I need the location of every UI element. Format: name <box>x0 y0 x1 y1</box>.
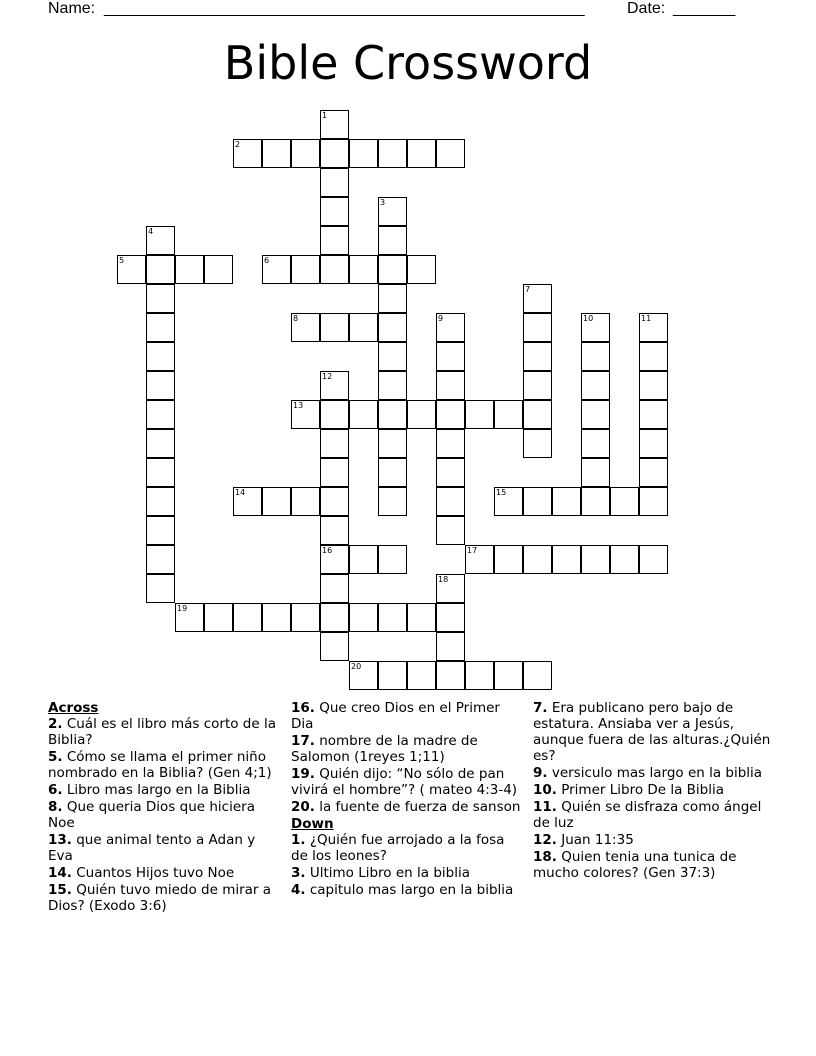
grid-cell[interactable] <box>581 313 610 342</box>
grid-cell[interactable] <box>639 545 668 574</box>
grid-cell[interactable] <box>639 400 668 429</box>
clue-across-17: 17. nombre de la madre de Salomon (1reyes 1;11) <box>291 733 478 765</box>
name-label: Name: <box>48 0 96 17</box>
clue-down-9: 9. versiculo mas largo en la biblia <box>533 765 763 781</box>
grid-cell[interactable] <box>436 487 465 516</box>
grid-cell[interactable] <box>320 255 349 284</box>
grid-cell[interactable] <box>639 313 668 342</box>
grid-cell[interactable] <box>146 371 175 400</box>
grid-cell[interactable] <box>291 487 320 516</box>
grid-cell[interactable] <box>320 139 349 168</box>
clue-across-2: 2. Cuál es el libro más corto de la Biblia? <box>48 716 276 748</box>
clue-number-label: 13 <box>293 401 304 410</box>
grid-cell[interactable] <box>523 429 552 458</box>
clue-down-1: 1. ¿Quién fue arrojado a la fosa de los leones? <box>291 832 505 864</box>
grid-cell[interactable] <box>436 574 465 603</box>
grid-cell[interactable] <box>262 603 291 632</box>
grid-cell[interactable] <box>146 226 175 255</box>
clue-number-label: 9 <box>438 314 444 323</box>
grid-cell[interactable] <box>436 516 465 545</box>
grid-cell[interactable] <box>436 400 465 429</box>
grid-cell[interactable] <box>349 255 378 284</box>
clue-across-13: 13. que animal tento a Adan y Eva <box>48 832 256 864</box>
grid-cell[interactable] <box>233 139 262 168</box>
clue-number-label: 14 <box>235 488 246 497</box>
grid-cell[interactable] <box>378 400 407 429</box>
grid-cell[interactable] <box>291 400 320 429</box>
date-line[interactable]: _______ <box>673 0 736 17</box>
grid-cell[interactable] <box>436 603 465 632</box>
grid-cell[interactable] <box>378 313 407 342</box>
clue-number-label: 1 <box>322 111 328 120</box>
clue-down-11: 11. Quién se disfraza como ángel de luz <box>533 799 762 831</box>
grid-cell[interactable] <box>349 603 378 632</box>
grid-cell[interactable] <box>436 342 465 371</box>
grid-cell[interactable] <box>320 487 349 516</box>
grid-cell[interactable] <box>552 487 581 516</box>
grid-cell[interactable] <box>378 226 407 255</box>
grid-cell[interactable] <box>204 255 233 284</box>
grid-cell[interactable] <box>407 400 436 429</box>
grid-cell[interactable] <box>349 139 378 168</box>
grid-cell[interactable] <box>523 313 552 342</box>
grid-cell[interactable] <box>378 458 407 487</box>
clue-number-label: 4 <box>148 227 154 236</box>
grid-cell[interactable] <box>175 255 204 284</box>
grid-cell[interactable] <box>523 400 552 429</box>
grid-cell[interactable] <box>378 139 407 168</box>
grid-cell[interactable] <box>436 632 465 661</box>
grid-cell[interactable] <box>407 603 436 632</box>
grid-cell[interactable] <box>494 487 523 516</box>
clue-number-label: 2 <box>235 140 241 149</box>
grid-cell[interactable] <box>320 429 349 458</box>
clue-across-5: 5. Cómo se llama el primer niño nombrado en la Biblia? (Gen 4;1) <box>48 749 272 781</box>
clue-across-16: 16. Que creo Dios en el Primer Dia <box>291 700 500 732</box>
grid-cell[interactable] <box>291 255 320 284</box>
grid-cell[interactable] <box>349 400 378 429</box>
grid-cell[interactable] <box>146 342 175 371</box>
grid-cell[interactable] <box>465 400 494 429</box>
grid-cell[interactable] <box>262 487 291 516</box>
grid-cell[interactable] <box>320 603 349 632</box>
clue-across-14: 14. Cuantos Hijos tuvo Noe <box>48 865 235 881</box>
grid-cell[interactable] <box>494 545 523 574</box>
grid-cell[interactable] <box>407 661 436 690</box>
grid-cell[interactable] <box>320 371 349 400</box>
grid-cell[interactable] <box>146 284 175 313</box>
grid-cell[interactable] <box>349 545 378 574</box>
grid-cell[interactable] <box>146 574 175 603</box>
grid-cell[interactable] <box>639 458 668 487</box>
grid-cell[interactable] <box>320 400 349 429</box>
grid-cell[interactable] <box>436 139 465 168</box>
grid-cell[interactable] <box>610 545 639 574</box>
grid-cell[interactable] <box>378 487 407 516</box>
clue-number-label: 5 <box>119 256 125 265</box>
clue-number-label: 17 <box>467 546 478 555</box>
clue-across-15: 15. Quién tuvo miedo de mirar a Dios? (Exodo 3:6) <box>48 882 272 914</box>
grid-cell[interactable] <box>465 661 494 690</box>
grid-cell[interactable] <box>320 168 349 197</box>
grid-cell[interactable] <box>146 429 175 458</box>
clue-number-label: 12 <box>322 372 333 381</box>
grid-cell[interactable] <box>204 603 233 632</box>
grid-cell[interactable] <box>146 400 175 429</box>
grid-cell[interactable] <box>378 255 407 284</box>
clue-number-label: 18 <box>438 575 449 584</box>
grid-cell[interactable] <box>639 487 668 516</box>
grid-cell[interactable] <box>262 255 291 284</box>
grid-cell[interactable] <box>581 371 610 400</box>
grid-cell[interactable] <box>523 487 552 516</box>
grid-cell[interactable] <box>523 661 552 690</box>
clue-number-label: 6 <box>264 256 270 265</box>
grid-cell[interactable] <box>494 400 523 429</box>
grid-cell[interactable] <box>146 313 175 342</box>
grid-cell[interactable] <box>291 603 320 632</box>
grid-cell[interactable] <box>349 313 378 342</box>
clues-column-2 <box>291 700 523 899</box>
clue-across-19: 19. Quién dijo: “No sólo de pan vivirá el hombre”? ( mateo 4:3-4) <box>291 766 518 798</box>
clues-column-1 <box>48 700 280 915</box>
clue-number-label: 20 <box>351 662 362 671</box>
clue-down-3: 3. Ultimo Libro en la biblia <box>291 865 470 881</box>
grid-cell[interactable] <box>378 284 407 313</box>
clue-number-label: 16 <box>322 546 333 555</box>
grid-cell[interactable] <box>378 371 407 400</box>
grid-cell[interactable] <box>523 342 552 371</box>
grid-cell[interactable] <box>523 545 552 574</box>
grid-cell[interactable] <box>407 255 436 284</box>
grid-cell[interactable] <box>639 371 668 400</box>
grid-cell[interactable] <box>523 371 552 400</box>
grid-cell[interactable] <box>320 313 349 342</box>
page-title: Bible Crossword <box>223 36 593 90</box>
grid-cell[interactable] <box>146 255 175 284</box>
grid-cell[interactable] <box>523 284 552 313</box>
grid-cell[interactable] <box>146 458 175 487</box>
grid-cell[interactable] <box>378 342 407 371</box>
grid-cell[interactable] <box>146 487 175 516</box>
down-heading: Down <box>291 816 334 832</box>
grid-cell[interactable] <box>581 342 610 371</box>
clue-across-8: 8. Que queria Dios que hiciera Noe <box>48 799 255 831</box>
grid-cell[interactable] <box>175 603 204 632</box>
grid-cell[interactable] <box>378 197 407 226</box>
grid-cell[interactable] <box>320 516 349 545</box>
grid-cell[interactable] <box>349 661 378 690</box>
grid-cell[interactable] <box>320 226 349 255</box>
grid-cell[interactable] <box>320 197 349 226</box>
grid-cell[interactable] <box>320 458 349 487</box>
grid-cell[interactable] <box>233 487 262 516</box>
across-heading: Across <box>48 700 99 716</box>
grid-cell[interactable] <box>581 400 610 429</box>
grid-cell[interactable] <box>436 313 465 342</box>
grid-cell[interactable] <box>581 429 610 458</box>
clue-number-label: 3 <box>380 198 386 207</box>
grid-cell[interactable] <box>320 545 349 574</box>
clue-across-6: 6. Libro mas largo en la Biblia <box>48 782 251 798</box>
grid-cell[interactable] <box>378 661 407 690</box>
date-label: Date: <box>627 0 666 17</box>
grid-cell[interactable] <box>436 429 465 458</box>
grid-cell[interactable] <box>320 110 349 139</box>
clue-number-label: 7 <box>525 285 531 294</box>
grid-cell[interactable] <box>262 139 291 168</box>
clue-down-12: 12. Juan 11:35 <box>533 832 634 848</box>
grid-cell[interactable] <box>581 458 610 487</box>
grid-cell[interactable] <box>320 574 349 603</box>
grid-cell[interactable] <box>407 139 436 168</box>
grid-cell[interactable] <box>639 429 668 458</box>
grid-cell[interactable] <box>378 545 407 574</box>
grid-cell[interactable] <box>610 487 639 516</box>
grid-cell[interactable] <box>291 139 320 168</box>
grid-cell[interactable] <box>552 545 581 574</box>
grid-cell[interactable] <box>465 545 494 574</box>
grid-cell[interactable] <box>494 661 523 690</box>
grid-cell[interactable] <box>436 371 465 400</box>
clues-column-3 <box>533 700 773 882</box>
grid-cell[interactable] <box>146 545 175 574</box>
name-line[interactable]: ______________________________________________________ <box>104 0 585 17</box>
grid-cell[interactable] <box>117 255 146 284</box>
grid-cell[interactable] <box>436 458 465 487</box>
clue-down-7: 7. Era publicano pero bajo de estatura. Ansiaba ver a Jesús, aunque fuera de las alturas.¿Quién es? <box>533 700 771 764</box>
grid-cell[interactable] <box>291 313 320 342</box>
clue-number-label: 15 <box>496 488 507 497</box>
clue-down-4: 4. capitulo mas largo en la biblia <box>291 882 514 898</box>
clue-number-label: 8 <box>293 314 299 323</box>
clue-number-label: 19 <box>177 604 188 613</box>
grid-cell[interactable] <box>378 429 407 458</box>
grid-cell[interactable] <box>378 603 407 632</box>
grid-cell[interactable] <box>639 342 668 371</box>
grid-cell[interactable] <box>320 632 349 661</box>
clue-across-20: 20. la fuente de fuerza de sanson <box>291 799 521 815</box>
clue-number-label: 10 <box>583 314 594 323</box>
grid-cell[interactable] <box>146 516 175 545</box>
grid-cell[interactable] <box>436 661 465 690</box>
clue-down-10: 10. Primer Libro De la Biblia <box>533 782 725 798</box>
grid-cell[interactable] <box>581 487 610 516</box>
grid-cell[interactable] <box>581 545 610 574</box>
grid-cell[interactable] <box>233 603 262 632</box>
clue-number-label: 11 <box>641 314 652 323</box>
clue-down-18: 18. Quien tenia una tunica de mucho colores? (Gen 37:3) <box>533 849 737 881</box>
